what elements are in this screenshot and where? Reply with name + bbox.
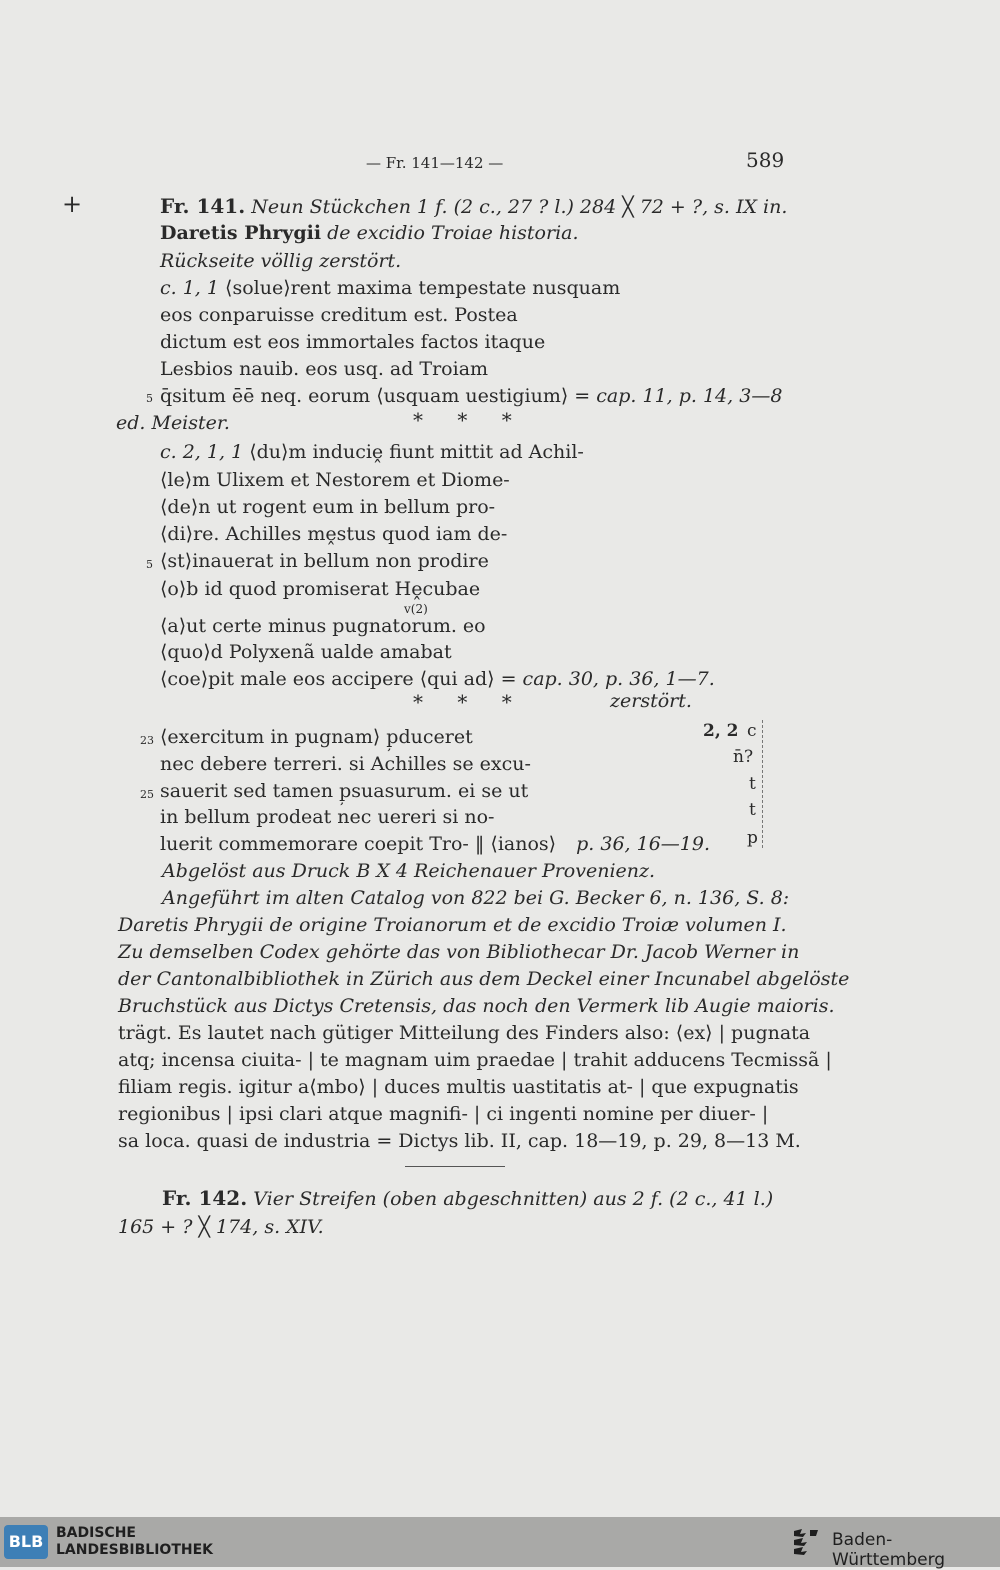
blb-name-line2: LANDESBIBLIOTHEK <box>56 1542 214 1558</box>
text-line: ⟨a⟩ut certe minus pugnatorum. eo <box>160 615 486 637</box>
column2-letter: n̄? <box>733 747 754 767</box>
section1-line-5 <box>160 387 782 406</box>
line-number: 5 <box>146 558 153 571</box>
author: Daretis Phrygii <box>160 222 322 244</box>
column2-letter: t <box>749 774 756 794</box>
section1-ref: c. 1, 1 <box>160 277 219 299</box>
section1-line-1 <box>160 279 620 298</box>
fr141-number: Fr. 141. <box>160 194 246 218</box>
column2-letter: c <box>747 721 757 741</box>
citation: p. 36, 16—19. <box>576 833 711 855</box>
text-line: ⟨st⟩inauerat in bellum non prodire <box>160 550 489 572</box>
footer-bar <box>0 1517 1000 1570</box>
commentary-line: filiam regis. igitur a⟨mbo⟩ | duces multis uastitatis at- | que expugnatis <box>118 1076 799 1098</box>
citation: cap. 30, p. 36, 1—7. <box>522 668 715 690</box>
separator-stars: * * * <box>413 408 526 432</box>
blb-name-line1: BADISCHE <box>56 1525 136 1541</box>
fr142-description-cont: 165 + ? ╳ 174, s. XIV. <box>118 1216 324 1238</box>
blb-name[interactable] <box>56 1525 213 1559</box>
work-title: de excidio Troiae historia. <box>327 222 579 244</box>
text-line: ⟨de⟩n ut rogent eum in bellum pro- <box>160 496 496 518</box>
commentary-line: atq; incensa ciuita- | te magnam uim praedae | trahit adducens Tecmissã | <box>118 1049 832 1071</box>
fr142-number: Fr. 142. <box>162 1186 248 1210</box>
text-line: dictum est eos immortales factos itaque <box>160 331 546 353</box>
provenance-note: Abgelöst aus Druck B X 4 Reichenauer Provenienz. <box>162 860 656 882</box>
text-line: q̄situm ēē neq. eorum ⟨usquam uestigium⟩ = <box>160 385 591 407</box>
text-line: ⟨o⟩b id quod promiserat Hḙcubae <box>160 578 481 600</box>
section-divider <box>405 1166 505 1167</box>
margin-plus-mark: + <box>62 190 83 218</box>
text-line: ⟨le⟩m Ulixem et Nestorem et Diome- <box>160 469 510 491</box>
blb-logo[interactable]: BLB <box>4 1525 48 1559</box>
superscript-correction: v(2) <box>404 602 428 616</box>
text-line: luerit commemorare coepit Tro- ‖ ⟨ianos⟩ <box>160 833 557 855</box>
text-line: ⟨solue⟩rent maxima tempestate nusquam <box>225 277 621 299</box>
section2-line-9 <box>160 670 715 689</box>
column2-ref: 2, 2 <box>703 721 739 741</box>
state-name[interactable]: Baden-Württemberg <box>832 1530 946 1570</box>
commentary-line: sa loca. quasi de industria = Dictys lib. II, cap. 18—19, p. 29, 8—13 M. <box>118 1130 801 1152</box>
commentary-line: trägt. Es lautet nach gütiger Mitteilung des Finders also: ⟨ex⟩ | pugnata <box>118 1022 811 1044</box>
page-number: 589 <box>746 148 785 172</box>
commentary-line: der Cantonalbibliothek in Zürich aus dem Deckel einer Incunabel abgelöste <box>118 968 850 990</box>
citation-continued: ed. Meister. <box>116 412 230 434</box>
text-line: nec debere terreri. si Achilles se excu- <box>160 753 531 775</box>
text-line: ⟨coe⟩pit male eos accipere ⟨qui ad⟩ = <box>160 668 517 690</box>
text-line: sauerit sed tamen p̦suasurum. ei se ut <box>160 780 529 802</box>
line-number: 5 <box>146 392 153 405</box>
section2-ref: c. 2, 1, 1 <box>160 441 244 463</box>
commentary-line: Angeführt im alten Catalog von 822 bei G. Becker 6, n. 136, S. 8: <box>162 887 790 909</box>
verso-note: Rückseite völlig zerstört. <box>160 250 402 272</box>
text-line: in bellum prodeat nec uereri si no- <box>160 806 495 828</box>
text-line: ⟨quo⟩d Polyxenã ualde amabat <box>160 641 452 663</box>
fr141-heading <box>160 196 787 217</box>
running-title: — Fr. 141—142 — <box>366 154 504 172</box>
text-line: ⟨di⟩re. Achilles mḙstus quod iam de- <box>160 523 508 545</box>
section3-line-5 <box>160 835 710 854</box>
separator-stars: * * * <box>413 690 526 714</box>
text-line: Lesbios nauib. eos usq. ad Troiam <box>160 358 489 380</box>
text-line: ⟨du⟩m induciḙ fiunt mittit ad Achil- <box>249 441 584 463</box>
coat-of-arms-icon <box>790 1527 822 1557</box>
fr141-title <box>160 224 579 243</box>
text-line: eos conparuisse creditum est. Postea <box>160 304 518 326</box>
fr141-description: Neun Stückchen 1 f. (2 c., 27 ? l.) 284 ╳ 72 + ?, s. IX in. <box>251 196 788 218</box>
citation: cap. 11, p. 14, 3—8 <box>596 385 783 407</box>
commentary-line: Zu demselben Codex gehörte das von Bibliothecar Dr. Jacob Werner in <box>118 941 800 963</box>
text-line: ⟨exercitum in pugnam⟩ p̦duceret <box>160 726 473 748</box>
commentary-line: Daretis Phrygii de origine Troianorum et de excidio Troiæ volumen I. <box>118 914 787 936</box>
torn-edge <box>756 720 763 848</box>
fr142-heading <box>162 1188 773 1209</box>
fr142-description: Vier Streifen (oben abgeschnitten) aus 2 f. (2 c., 41 l.) <box>253 1188 774 1210</box>
column2-letter: p <box>747 828 758 848</box>
line-number: 25 <box>140 788 154 801</box>
column2-letter: t <box>749 800 756 820</box>
commentary-line: Bruchstück aus Dictys Cretensis, das noch den Vermerk lib Augie maioris. <box>118 995 835 1017</box>
destroyed-note: zerstört. <box>610 690 692 712</box>
commentary-line: regionibus | ipsi clari atque magnifi- | ci ingenti nomine per diuer- | <box>118 1103 769 1125</box>
section2-line-1 <box>160 443 584 462</box>
line-number: 23 <box>140 734 154 747</box>
